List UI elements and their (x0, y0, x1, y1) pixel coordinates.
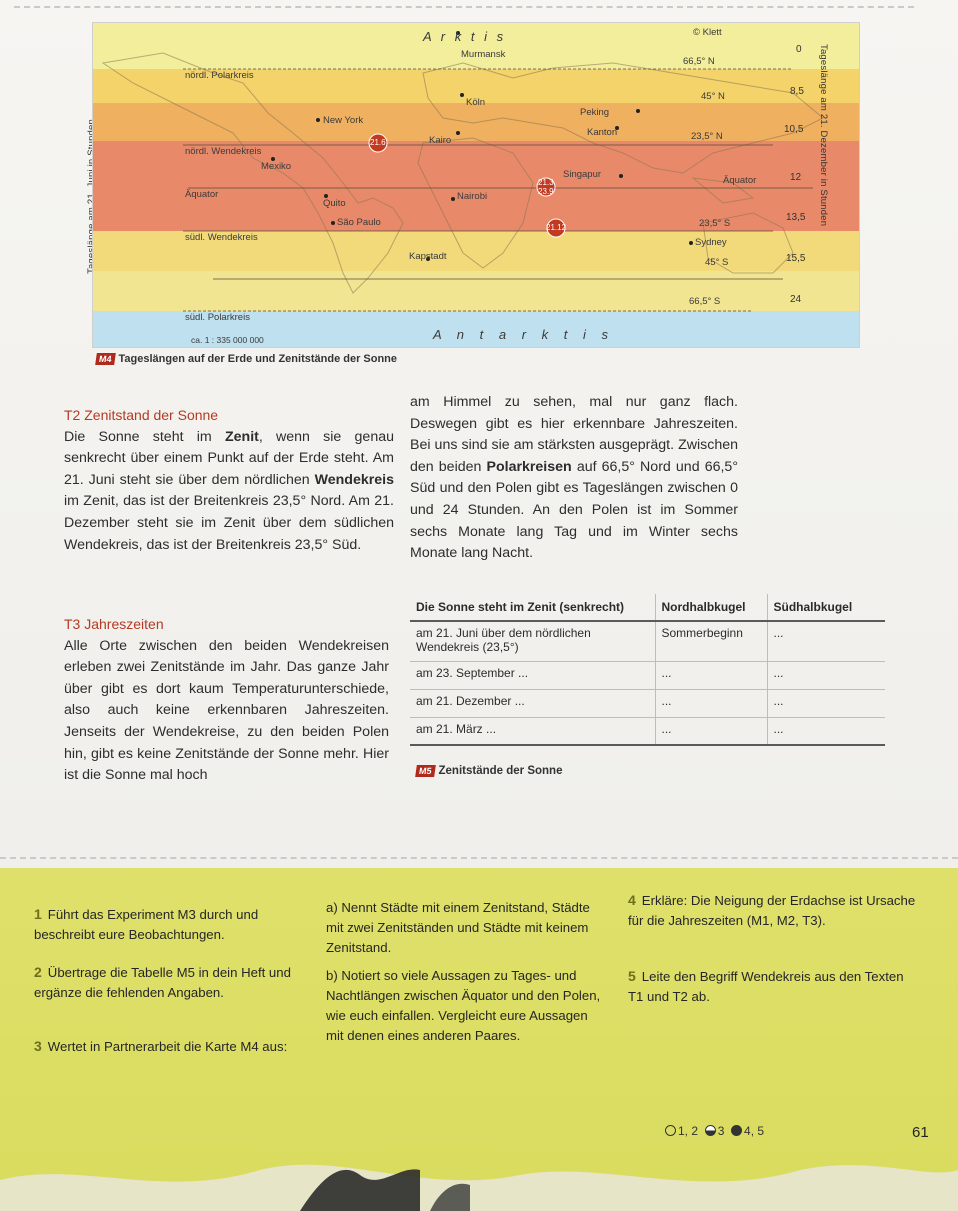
t3-section (64, 614, 389, 787)
lat-45n-label: 45° N (701, 91, 725, 102)
date-23-9: 23.9 (538, 187, 554, 196)
table-cell: am 21. März ... (410, 717, 655, 745)
city-new-york: New York (323, 115, 364, 126)
t2-heading: T2 Zenitstand der Sonne (64, 407, 219, 423)
task-text: Übertrage die Tabelle M5 in dein Heft und ergänze die fehlenden Angaben. (34, 965, 291, 1000)
table-cell: ... (767, 621, 885, 661)
empty-circle-icon (665, 1125, 676, 1136)
task-2 (34, 962, 304, 1003)
table-header: Die Sonne steht im Zenit (senkrecht) (410, 594, 655, 621)
lat-66n-label: 66,5° N (683, 56, 715, 67)
task-3 (34, 1036, 304, 1057)
right-value-10-5: 10,5 (784, 124, 804, 135)
scale-label: ca. 1 : 335 000 000 (191, 335, 264, 345)
world-map (92, 22, 860, 348)
equator-label-left: Äquator (185, 189, 219, 200)
city-kairo: Kairo (429, 135, 452, 146)
right-value-13-5: 13,5 (786, 212, 806, 223)
zenith-table (410, 594, 885, 746)
task-3b: b) Notiert so viele Aussagen zu Tages- und Nachtlängen zwischen Äquator und den Polen, wie euch einfallen. Vergleicht eure Aussagen mit denen eines anderen Paares. (326, 968, 601, 1043)
task-text: Führt das Experiment M3 durch und beschreibt eure Beobachtungen. (34, 907, 259, 942)
map-caption (96, 353, 397, 365)
city-nairobi: Nairobi (457, 191, 488, 202)
table-cell: ... (655, 717, 767, 745)
task-4 (628, 890, 918, 931)
task-number: 2 (34, 964, 42, 980)
table-cell: ... (767, 689, 885, 717)
city-sydney: Sydney (695, 237, 727, 248)
level-medium-tasks: 3 (717, 1124, 725, 1138)
south-polar-circle-label: südl. Polarkreis (185, 312, 250, 323)
city-quito: Quito (323, 198, 346, 209)
task-5 (628, 966, 918, 1007)
date-21-12: 21.12 (546, 223, 567, 232)
table-row (410, 621, 885, 661)
north-polar-circle-label: nördl. Polarkreis (185, 70, 254, 81)
table-row (410, 717, 885, 745)
t2-text-continued: am Himmel zu sehen, mal nur ganz flach. Deswegen gibt es hier erkennbare Jahreszeiten. Bei uns sind sie am stärksten ausgeprägt. Zwischen den beiden Polarkreisen auf 66,5° Nord und 66,5° Süd und den Polen gibt es Tageslängen zwischen 0 und 24 Stunden. An den Polen ist im Sommer sechs Monate lang Tag und im Winter sechs Monate lang Nacht. (410, 394, 738, 562)
t2-section (64, 405, 394, 556)
antarctic-label: A n t a r k t i s (433, 327, 614, 342)
map-caption-badge: M4 (95, 353, 115, 365)
t3-text: Alle Orte zwischen den beiden Wendekreisen erleben zwei Zenitstände im Jahr. Das ganze Jahr über gibt es dort kaum Temperaturunterschiede, also auch keine erkennbaren Jahreszeiten. Jenseits der Wendekreise, zu den beiden Polen hin, gibt es keine Zenitstände der Sonne mehr. Hier ist die Sonne mal hoch (64, 637, 389, 784)
date-21-3: 21.3 (538, 178, 554, 187)
level-hard-tasks: 4, 5 (744, 1124, 765, 1138)
task-number: 3 (34, 1038, 42, 1054)
difficulty-levels (665, 1124, 764, 1138)
city-singapur: Singapur (563, 169, 602, 180)
table-cell: am 23. September ... (410, 661, 655, 689)
table-caption (416, 765, 562, 777)
table-caption-text: Zenitstände der Sonne (438, 765, 563, 777)
north-tropic-label: nördl. Wendekreis (185, 146, 262, 157)
lat-66s-label: 66,5° S (689, 296, 721, 307)
table-cell: ... (767, 661, 885, 689)
table-cell: ... (767, 717, 885, 745)
table-caption-badge: M5 (415, 765, 435, 777)
right-value-8-5: 8,5 (790, 86, 804, 97)
table-cell: am 21. Dezember ... (410, 689, 655, 717)
city-kapstadt: Kapstadt (409, 251, 447, 262)
task-text: Erkläre: Die Neigung der Erdachse ist Ursache für die Jahreszeiten (M1, M2, T3). (628, 893, 916, 928)
table-header: Nordhalbkugel (655, 594, 767, 621)
top-divider (14, 6, 914, 8)
right-value-15-5: 15,5 (786, 253, 806, 264)
lat-23s-label: 23,5° S (699, 218, 731, 229)
right-value-24: 24 (790, 294, 802, 305)
equator-label-right: Äquator (723, 175, 757, 186)
half-circle-icon (705, 1125, 716, 1136)
city-peking: Peking (580, 107, 610, 118)
t2-text: Die Sonne steht im Zenit, wenn sie genau senkrecht über einem Punkt auf der Erde steht. Am 21. Juni steht sie über dem nördlichen Wendekreis im Zenit, das ist der Breitenkreis 23,5° Nord. Am 21. Dezember steht sie im Zenit über dem südlichen Wendekreis, das ist der Breitenkreis 23,5° Süd. (64, 428, 394, 553)
city-murmansk: Murmansk (461, 49, 506, 60)
task-number: 1 (34, 906, 42, 922)
table-row (410, 661, 885, 689)
table-header-row (410, 594, 885, 621)
lat-23n-label: 23,5° N (691, 131, 723, 142)
city-koeln: Köln (466, 97, 486, 108)
table-cell: ... (655, 661, 767, 689)
task-text: Leite den Begriff Wendekreis aus den Texten T1 und T2 ab. (628, 969, 904, 1004)
map-caption-text: Tageslängen auf der Erde und Zenitstände der Sonne (118, 353, 398, 365)
full-circle-icon (731, 1125, 742, 1136)
table-cell: ... (655, 689, 767, 717)
task-number: 4 (628, 892, 636, 908)
table-header: Südhalbkugel (767, 594, 885, 621)
page-number: 61 (912, 1124, 929, 1141)
level-easy-tasks: 1, 2 (678, 1124, 699, 1138)
right-axis-title: Tageslänge am 21. Dezember in Stunden (818, 44, 829, 227)
t2-continued (410, 392, 738, 565)
publisher-label: © Klett (693, 27, 722, 38)
city-sao-paulo: São Paulo (337, 217, 381, 228)
table-row (410, 689, 885, 717)
table-cell: Sommerbeginn (655, 621, 767, 661)
task-number: 5 (628, 968, 636, 984)
task-1 (34, 904, 304, 945)
arctic-label: A r k t i s (423, 29, 507, 44)
city-mexiko: Mexiko (261, 161, 292, 172)
south-tropic-label: südl. Wendekreis (185, 232, 258, 243)
fabric-shadow (0, 1140, 958, 1211)
right-value-12: 12 (790, 172, 802, 183)
city-kanton: Kanton (587, 127, 618, 138)
task-text: Wertet in Partnerarbeit die Karte M4 aus: (47, 1039, 288, 1054)
right-value-0: 0 (796, 44, 802, 55)
date-21-6: 21.6 (370, 138, 386, 147)
t3-heading: T3 Jahreszeiten (64, 616, 164, 632)
table-cell: am 21. Juni über dem nördlichen Wendekreis (23,5°) (410, 621, 655, 661)
task-3a: a) Nennt Städte mit einem Zenitstand, Städte mit zwei Zenitständen und Städte mit keinem Zenitstand. (326, 900, 590, 955)
task-divider (0, 857, 958, 859)
lat-45s-label: 45° S (705, 257, 729, 268)
